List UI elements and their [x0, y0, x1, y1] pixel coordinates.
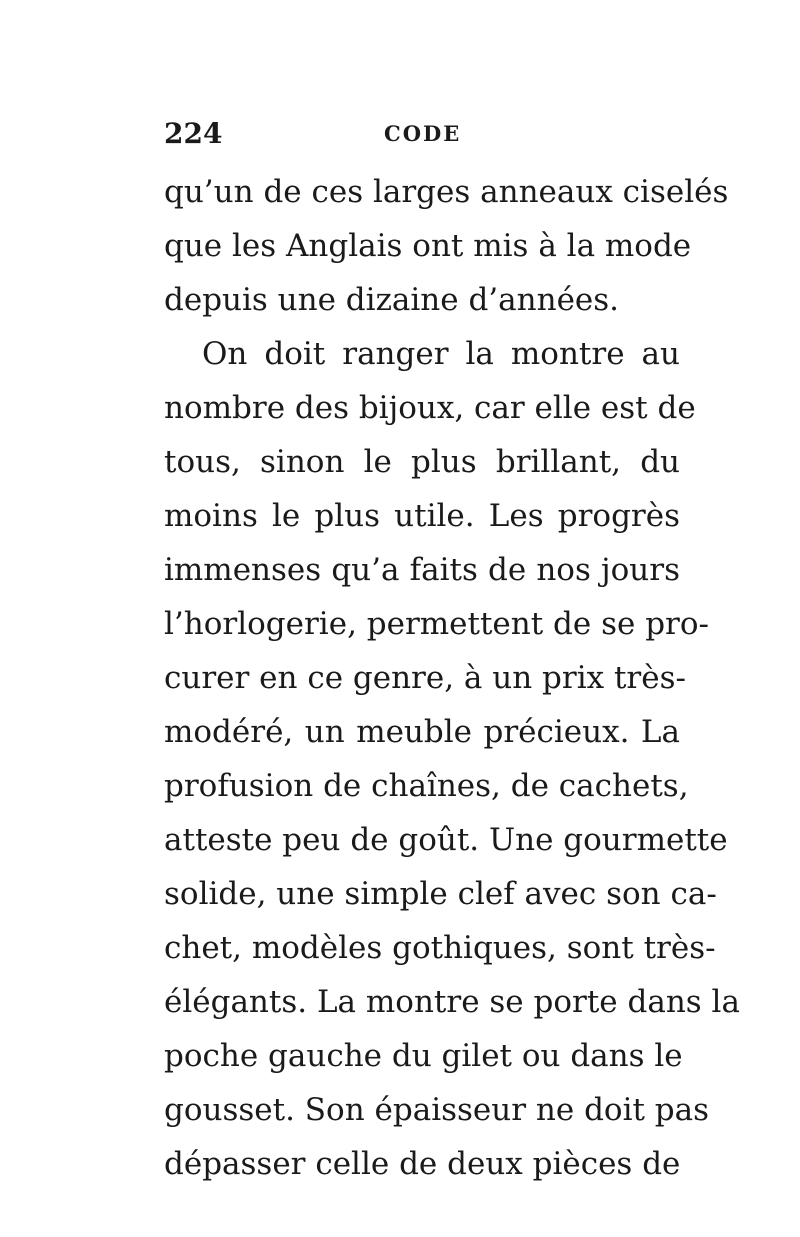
- text-line: modéré, un meuble précieux. La: [164, 714, 680, 750]
- page-header: [164, 117, 680, 157]
- text-line: nombre des bijoux, car elle est de: [164, 390, 696, 426]
- text-line: gousset. Son épaisseur ne doit pas: [164, 1092, 710, 1128]
- text-line: qu’un de ces larges anneaux ciselés: [164, 174, 729, 210]
- text-line: poche gauche du gilet ou dans le: [164, 1038, 683, 1074]
- text-line: l’horlogerie, permettent de se pro-: [164, 606, 710, 642]
- text-line: depuis une dizaine d’années.: [164, 282, 620, 318]
- body-text: [164, 165, 740, 1191]
- page-number: 224: [164, 117, 223, 150]
- text-line: moins le plus utile. Les progrès: [164, 498, 680, 534]
- text-line: curer en ce genre, à un prix très-: [164, 660, 686, 696]
- text-line: élégants. La montre se porte dans la: [164, 984, 740, 1020]
- text-line: On doit ranger la montre au: [202, 336, 680, 372]
- text-line: immenses qu’a faits de nos jours: [164, 552, 680, 588]
- text-line: solide, une simple clef avec son ca-: [164, 876, 717, 912]
- text-line: que les Anglais ont mis à la mode: [164, 228, 692, 264]
- text-line: atteste peu de goût. Une gourmette: [164, 822, 728, 858]
- text-line: dépasser celle de deux pièces de: [164, 1146, 681, 1182]
- text-line: profusion de chaînes, de cachets,: [164, 768, 689, 804]
- running-head: CODE: [384, 121, 462, 146]
- text-line: chet, modèles gothiques, sont très-: [164, 930, 716, 966]
- text-line: tous, sinon le plus brillant, du: [164, 444, 680, 480]
